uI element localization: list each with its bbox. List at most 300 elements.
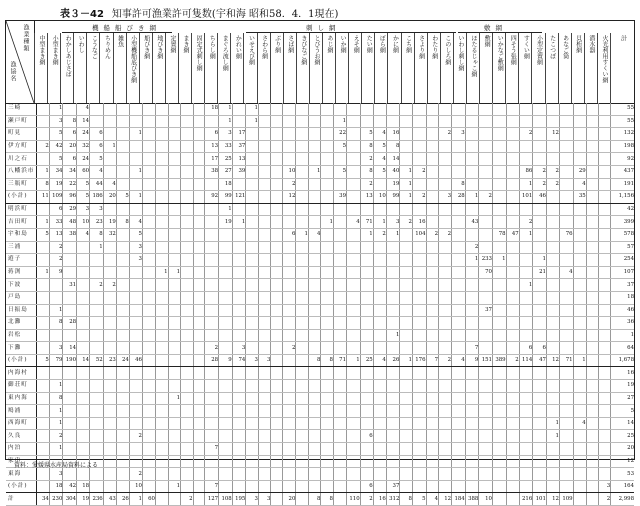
table-cell <box>573 103 586 115</box>
table-cell <box>168 165 181 178</box>
table-cell: 1 <box>492 254 506 267</box>
table-cell: 186 <box>90 191 104 204</box>
table-cell <box>598 455 611 468</box>
table-cell <box>492 329 506 342</box>
table-cell <box>492 291 506 304</box>
table-cell <box>205 367 219 380</box>
table-cell: 6 <box>519 342 533 355</box>
table-cell: 38 <box>63 228 77 241</box>
table-cell <box>219 380 233 393</box>
table-cell <box>168 241 181 254</box>
table-cell <box>246 405 259 418</box>
table-cell <box>129 115 142 128</box>
column-header <box>99 33 113 103</box>
table-cell <box>181 329 194 342</box>
table-cell <box>116 254 129 267</box>
column-header-label: たい網 <box>365 35 373 53</box>
table-cell <box>258 254 271 267</box>
table-cell <box>412 178 426 191</box>
row-label: 下波 <box>6 279 36 292</box>
table-cell <box>412 480 426 493</box>
table-cell <box>116 153 129 166</box>
table-cell <box>193 329 205 342</box>
table-cell <box>155 291 168 304</box>
table-cell <box>452 241 466 254</box>
table-cell: 3 <box>219 128 233 141</box>
table-cell <box>193 468 205 481</box>
table-cell: 12 <box>546 354 559 367</box>
table-cell <box>103 254 116 267</box>
table-cell <box>142 241 155 254</box>
table-cell <box>271 228 283 241</box>
table-cell: 1 <box>246 115 259 128</box>
table-cell <box>36 468 49 481</box>
table-cell: 18 <box>205 103 219 115</box>
table-cell <box>347 367 361 380</box>
column-header <box>126 33 140 103</box>
table-cell <box>308 115 321 128</box>
table-cell <box>439 279 452 292</box>
table-cell <box>412 468 426 481</box>
table-cell <box>142 443 155 456</box>
table-cell <box>321 291 334 304</box>
table-cell <box>155 354 168 367</box>
table-cell: 14 <box>386 153 400 166</box>
table-cell <box>271 291 283 304</box>
table-cell: 399 <box>611 216 634 229</box>
table-cell <box>400 115 413 128</box>
table-cell <box>386 367 400 380</box>
table-cell <box>360 392 373 405</box>
table-cell: 1 <box>533 254 547 267</box>
table-cell: 1 <box>49 103 63 115</box>
table-cell <box>586 241 598 254</box>
table-cell <box>373 291 386 304</box>
table-cell <box>142 342 155 355</box>
table-cell <box>296 430 309 443</box>
table-cell: 13 <box>232 153 246 166</box>
column-header-label: ちらし網 <box>208 35 216 59</box>
table-cell <box>193 115 205 128</box>
table-cell: 18 <box>219 178 233 191</box>
table-cell <box>103 329 116 342</box>
table-cell <box>103 266 116 279</box>
table-cell <box>506 455 519 468</box>
table-cell <box>219 342 233 355</box>
table-cell: 28 <box>452 191 466 204</box>
table-cell <box>219 329 233 342</box>
row-label: 宇和島 <box>6 228 36 241</box>
table-cell <box>573 304 586 317</box>
table-cell <box>360 443 373 456</box>
table-cell <box>308 417 321 430</box>
row-label: (小計) <box>6 191 36 204</box>
table-cell: 86 <box>519 165 533 178</box>
table-cell <box>546 254 559 267</box>
table-cell <box>308 480 321 493</box>
table-cell <box>296 317 309 330</box>
column-header <box>545 33 559 103</box>
table-cell: 2 <box>533 178 547 191</box>
table-cell: 44 <box>90 178 104 191</box>
table-cell: 2 <box>129 430 142 443</box>
table-cell <box>205 417 219 430</box>
table-cell <box>129 103 142 115</box>
table-cell <box>559 392 573 405</box>
table-cell: 190 <box>63 354 77 367</box>
table-cell <box>333 468 346 481</box>
table-cell <box>492 455 506 468</box>
table-cell <box>412 342 426 355</box>
column-header-label: 火光利用すくい網 <box>600 35 608 83</box>
table-cell <box>283 354 296 367</box>
table-cell <box>347 430 361 443</box>
table-cell <box>573 342 586 355</box>
table-cell: 3 <box>232 342 246 355</box>
table-cell <box>168 103 181 115</box>
table-cell <box>116 367 129 380</box>
table-cell <box>168 254 181 267</box>
table-cell: 1 <box>386 329 400 342</box>
table-cell <box>492 241 506 254</box>
row-label: 東内海 <box>6 392 36 405</box>
table-cell <box>586 178 598 191</box>
table-cell <box>90 405 104 418</box>
table-cell <box>77 291 90 304</box>
table-cell <box>465 329 479 342</box>
column-header <box>230 33 244 103</box>
table-cell: 2 <box>36 140 49 153</box>
table-cell <box>271 254 283 267</box>
table-cell: 34 <box>36 493 49 506</box>
table-cell <box>63 380 77 393</box>
table-cell <box>400 480 413 493</box>
table-cell <box>386 266 400 279</box>
table-cell <box>452 228 466 241</box>
table-cell: 1 <box>573 354 586 367</box>
table-cell <box>412 430 426 443</box>
table-cell <box>116 165 129 178</box>
table-cell <box>452 266 466 279</box>
column-header-label: わかしあじさば <box>64 35 72 77</box>
corner-label-cooperative: 漁協名 <box>9 61 16 82</box>
table-cell <box>296 417 309 430</box>
table-cell <box>492 317 506 330</box>
table-cell <box>116 480 129 493</box>
table-cell <box>426 455 439 468</box>
table-cell <box>465 392 479 405</box>
table-cell: 8 <box>49 317 63 330</box>
column-header-label: 小型まき網 <box>51 35 59 65</box>
table-cell <box>347 178 361 191</box>
table-cell <box>321 165 334 178</box>
table-cell: 6 <box>360 480 373 493</box>
column-header-label: 潜水器 <box>587 35 595 53</box>
table-cell <box>232 417 246 430</box>
table-cell <box>258 380 271 393</box>
table-row <box>6 291 634 304</box>
table-cell: 32 <box>77 140 90 153</box>
column-header <box>113 33 127 103</box>
table-cell <box>155 216 168 229</box>
table-cell: 19 <box>219 216 233 229</box>
table-cell <box>412 317 426 330</box>
table-cell <box>232 367 246 380</box>
column-header-label: 中型まき網 <box>38 35 46 65</box>
table-cell <box>142 468 155 481</box>
table-cell <box>426 254 439 267</box>
column-header <box>610 33 635 103</box>
table-cell: 14 <box>77 115 90 128</box>
table-cell <box>479 103 493 115</box>
table-cell <box>36 153 49 166</box>
table-cell <box>439 455 452 468</box>
table-cell <box>426 392 439 405</box>
table-cell <box>519 291 533 304</box>
table-cell <box>465 455 479 468</box>
table-cell: 4 <box>308 228 321 241</box>
table-cell: 110 <box>347 493 361 506</box>
table-cell: 1 <box>519 279 533 292</box>
table-cell: 6 <box>283 228 296 241</box>
table-cell <box>506 380 519 393</box>
table-cell <box>155 329 168 342</box>
table-cell <box>373 329 386 342</box>
table-cell <box>90 266 104 279</box>
table-cell <box>308 153 321 166</box>
table-cell <box>533 103 547 115</box>
table-cell <box>155 342 168 355</box>
table-cell <box>533 329 547 342</box>
table-cell <box>479 468 493 481</box>
table-cell <box>271 216 283 229</box>
table-cell <box>333 153 346 166</box>
table-cell: 8 <box>308 354 321 367</box>
table-cell <box>506 430 519 443</box>
table-cell <box>439 405 452 418</box>
table-cell <box>63 103 77 115</box>
row-label: 遊子 <box>6 254 36 267</box>
table-cell <box>283 317 296 330</box>
table-cell: 1 <box>400 191 413 204</box>
table-cell <box>116 115 129 128</box>
table-cell <box>479 140 493 153</box>
corner-label-fishery: 漁業種類 <box>22 24 29 52</box>
table-cell <box>36 380 49 393</box>
table-cell: 10 <box>283 165 296 178</box>
table-cell <box>546 140 559 153</box>
table-cell: 2 <box>400 216 413 229</box>
column-header <box>505 33 519 103</box>
table-cell <box>412 254 426 267</box>
table-cell <box>129 405 142 418</box>
column-header-label: たこつぼ <box>548 35 556 59</box>
table-cell <box>193 480 205 493</box>
table-row <box>6 317 634 330</box>
table-cell <box>586 380 598 393</box>
table-cell: 4 <box>77 103 90 115</box>
table-cell <box>246 468 259 481</box>
table-cell <box>193 153 205 166</box>
table-cell <box>181 342 194 355</box>
table-cell <box>205 317 219 330</box>
table-cell <box>426 468 439 481</box>
table-cell <box>232 480 246 493</box>
table-cell: 2 <box>90 279 104 292</box>
column-header <box>217 33 231 103</box>
table-cell <box>193 380 205 393</box>
table-cell <box>193 203 205 216</box>
table-cell <box>321 191 334 204</box>
table-cell <box>142 165 155 178</box>
table-cell <box>271 304 283 317</box>
table-cell <box>426 329 439 342</box>
table-cell <box>296 165 309 178</box>
table-cell <box>36 417 49 430</box>
table-cell <box>333 279 346 292</box>
table-cell <box>586 430 598 443</box>
table-cell <box>586 140 598 153</box>
table-cell <box>296 115 309 128</box>
table-cell <box>129 153 142 166</box>
table-cell <box>452 329 466 342</box>
table-row <box>6 128 634 141</box>
table-cell <box>308 241 321 254</box>
table-cell <box>586 417 598 430</box>
table-cell: 5 <box>373 140 386 153</box>
table-cell <box>573 266 586 279</box>
table-cell: 254 <box>611 254 634 267</box>
table-cell <box>465 417 479 430</box>
table-cell <box>129 443 142 456</box>
table-cell <box>598 405 611 418</box>
table-cell <box>598 329 611 342</box>
table-cell <box>246 216 259 229</box>
table-cell <box>63 266 77 279</box>
table-cell <box>506 493 519 506</box>
table-cell: 4 <box>129 216 142 229</box>
table-cell <box>103 342 116 355</box>
table-cell: 34 <box>63 165 77 178</box>
table-cell <box>586 304 598 317</box>
table-cell <box>321 443 334 456</box>
table-cell <box>347 228 361 241</box>
table-cell <box>360 241 373 254</box>
table-cell <box>258 165 271 178</box>
table-cell <box>90 291 104 304</box>
table-cell <box>296 354 309 367</box>
table-cell <box>258 266 271 279</box>
table-cell <box>77 405 90 418</box>
table-cell <box>308 140 321 153</box>
table-cell <box>559 317 573 330</box>
table-cell <box>598 468 611 481</box>
table-cell <box>360 380 373 393</box>
table-cell <box>465 103 479 115</box>
table-cell <box>296 480 309 493</box>
row-label: 鳩浦 <box>6 405 36 418</box>
table-cell <box>452 468 466 481</box>
table-cell <box>400 203 413 216</box>
column-header-label: ちりめん <box>103 35 111 59</box>
table-cell <box>533 128 547 141</box>
table-cell <box>452 380 466 393</box>
table-cell: 2 <box>49 241 63 254</box>
table-cell <box>559 191 573 204</box>
table-cell <box>155 317 168 330</box>
row-label: 伊方町 <box>6 140 36 153</box>
table-cell: 1 <box>308 165 321 178</box>
table-title <box>60 5 338 20</box>
table-cell <box>321 304 334 317</box>
table-cell <box>36 254 49 267</box>
table-cell <box>533 468 547 481</box>
table-cell <box>452 405 466 418</box>
table-cell <box>193 128 205 141</box>
table-cell <box>308 128 321 141</box>
table-cell <box>573 140 586 153</box>
table-cell <box>360 115 373 128</box>
table-cell <box>573 468 586 481</box>
table-cell <box>296 203 309 216</box>
table-cell: 60 <box>142 493 155 506</box>
table-cell <box>452 317 466 330</box>
table-cell <box>181 140 194 153</box>
table-cell: 18 <box>77 480 90 493</box>
table-cell <box>308 468 321 481</box>
table-cell: 71 <box>360 216 373 229</box>
table-cell <box>373 367 386 380</box>
table-cell <box>205 254 219 267</box>
table-cell <box>142 153 155 166</box>
table-cell <box>283 140 296 153</box>
table-cell <box>360 367 373 380</box>
table-cell <box>258 480 271 493</box>
column-header-label: あなご筒 <box>561 35 569 59</box>
table-cell <box>246 317 259 330</box>
table-cell <box>465 165 479 178</box>
table-cell <box>142 392 155 405</box>
table-cell <box>168 443 181 456</box>
table-cell <box>492 430 506 443</box>
table-cell <box>271 443 283 456</box>
table-cell <box>219 480 233 493</box>
table-cell: 2 <box>205 342 219 355</box>
table-cell <box>321 228 334 241</box>
table-cell: 20 <box>63 140 77 153</box>
table-cell <box>533 279 547 292</box>
table-cell <box>168 128 181 141</box>
column-header <box>204 33 218 103</box>
table-cell: 4 <box>373 153 386 166</box>
table-cell <box>492 304 506 317</box>
table-cell <box>573 279 586 292</box>
table-cell <box>283 241 296 254</box>
table-cell <box>103 304 116 317</box>
row-label: 瀬戸町 <box>6 115 36 128</box>
column-header <box>479 33 493 103</box>
table-cell <box>205 216 219 229</box>
table-row <box>6 405 634 418</box>
table-cell <box>181 304 194 317</box>
table-cell: 198 <box>611 140 634 153</box>
table-cell <box>586 254 598 267</box>
table-cell <box>193 367 205 380</box>
table-cell <box>219 241 233 254</box>
table-cell <box>181 367 194 380</box>
table-cell: 3 <box>49 115 63 128</box>
table-cell <box>129 455 142 468</box>
